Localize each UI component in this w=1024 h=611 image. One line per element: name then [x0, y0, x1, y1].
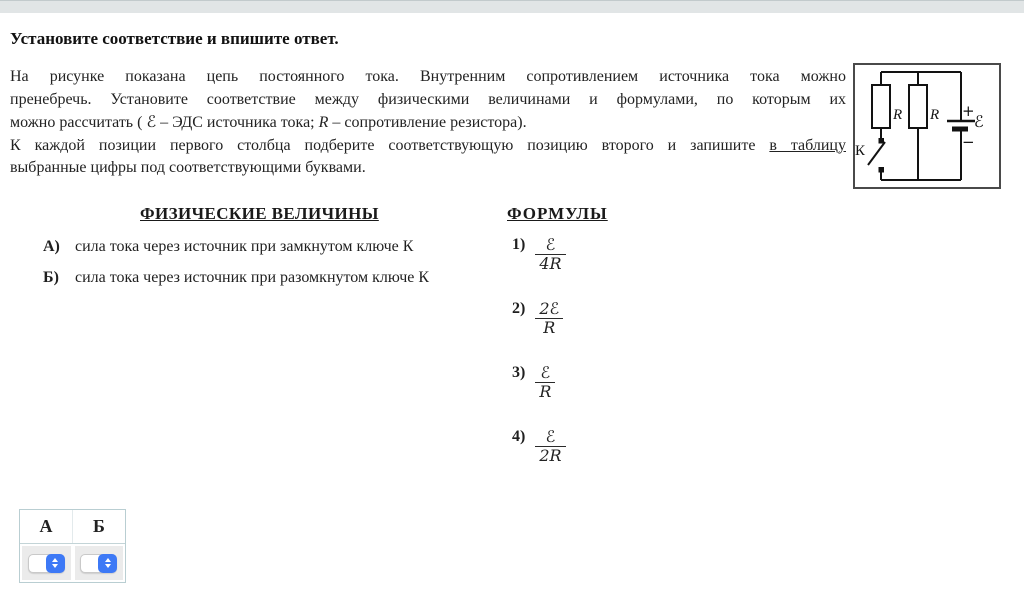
- answer-header-b: Б: [72, 510, 125, 543]
- answer-cell-b: [75, 546, 124, 580]
- battery-minus-label: −: [962, 133, 975, 151]
- formula-number: 1): [512, 236, 526, 253]
- stepper-down-icon[interactable]: [52, 564, 58, 568]
- stepper-button[interactable]: [98, 554, 117, 573]
- resistor-2-icon: [909, 85, 927, 128]
- fraction-numerator: 2ℰ: [535, 300, 563, 319]
- stepper-button[interactable]: [46, 554, 65, 573]
- problem-text-segment: К каждой позиции первого столбца подберите соответствующую позицию второго и запишите: [10, 136, 770, 154]
- page-title: Установите соответствие и впишите ответ.: [10, 29, 339, 48]
- fraction-denominator: 4R: [539, 254, 562, 273]
- formula-fraction: [535, 236, 565, 273]
- formula-item-3: [512, 364, 566, 401]
- right-column-header: ФОРМУЛЫ: [507, 204, 608, 223]
- quantities-list: [43, 238, 493, 300]
- formula-fraction: [535, 300, 563, 337]
- fraction-numerator: ℰ: [535, 428, 565, 447]
- left-column-header: ФИЗИЧЕСКИЕ ВЕЛИЧИНЫ: [140, 204, 379, 223]
- problem-text-segment: пренебречь. Установите соответствие между физическими величинами и формулами, по которым их: [10, 90, 846, 108]
- answer-input-b[interactable]: [80, 554, 117, 573]
- formula-number: 2): [512, 300, 526, 317]
- formula-number: 4): [512, 428, 526, 445]
- problem-line: [10, 66, 846, 89]
- problem-line: [10, 89, 846, 112]
- quantity-item-a: [43, 238, 493, 256]
- problem-line: [10, 135, 846, 158]
- problem-text-segment: выбранные цифры под соответствующими буквами.: [10, 159, 366, 176]
- quantity-item-b: [43, 269, 493, 287]
- fraction-numerator: ℰ: [535, 364, 555, 383]
- switch-label: К: [855, 143, 866, 159]
- problem-line: [10, 111, 846, 135]
- formula-number: 3): [512, 364, 526, 381]
- problem-text-segment: – ЭДС источника тока;: [156, 114, 319, 131]
- emf-label: ℰ: [974, 112, 984, 131]
- formula-fraction: [535, 364, 555, 401]
- quantity-label: Б): [43, 269, 59, 286]
- stepper-down-icon[interactable]: [105, 564, 111, 568]
- problem-statement: [10, 66, 846, 180]
- problem-link-text: в таблицу: [769, 136, 846, 154]
- resistor-1-label: R: [893, 107, 903, 123]
- circuit-diagram: [853, 63, 1001, 189]
- top-bar: [0, 0, 1024, 13]
- quantity-text: сила тока через источник при замкнутом ключе К: [75, 238, 414, 255]
- stepper-up-icon[interactable]: [52, 558, 58, 562]
- formula-item-4: [512, 428, 566, 465]
- problem-line: [10, 157, 846, 180]
- answer-table-input-row: [20, 544, 125, 582]
- answer-table: [19, 509, 126, 583]
- battery-plus-label: +: [962, 102, 975, 120]
- formula-fraction: [535, 428, 565, 465]
- problem-text-segment: ℰ: [146, 112, 157, 131]
- problem-text-segment: – сопротивление резистора).: [328, 114, 527, 131]
- problem-text-segment: На рисунке показана цепь постоянного тока. Внутренним сопротивлением источника тока можно: [10, 68, 846, 85]
- fraction-denominator: R: [543, 318, 556, 337]
- quantity-label: А): [43, 238, 60, 255]
- answer-cell-a: [22, 546, 71, 580]
- formula-item-2: [512, 300, 566, 337]
- problem-text-segment: можно рассчитать (: [10, 114, 147, 131]
- resistor-1-icon: [872, 85, 890, 128]
- answer-table-header-row: [20, 510, 125, 544]
- answer-input-a[interactable]: [28, 554, 65, 573]
- formulas-list: [512, 236, 566, 492]
- formula-item-1: [512, 236, 566, 273]
- quantity-text: сила тока через источник при разомкнутом ключе К: [75, 269, 430, 286]
- resistor-2-label: R: [930, 107, 940, 123]
- fraction-numerator: ℰ: [535, 236, 565, 255]
- fraction-denominator: R: [539, 382, 552, 401]
- stepper-up-icon[interactable]: [105, 558, 111, 562]
- fraction-denominator: 2R: [539, 446, 562, 465]
- answer-header-a: А: [39, 516, 53, 536]
- problem-text-segment: R: [318, 114, 329, 131]
